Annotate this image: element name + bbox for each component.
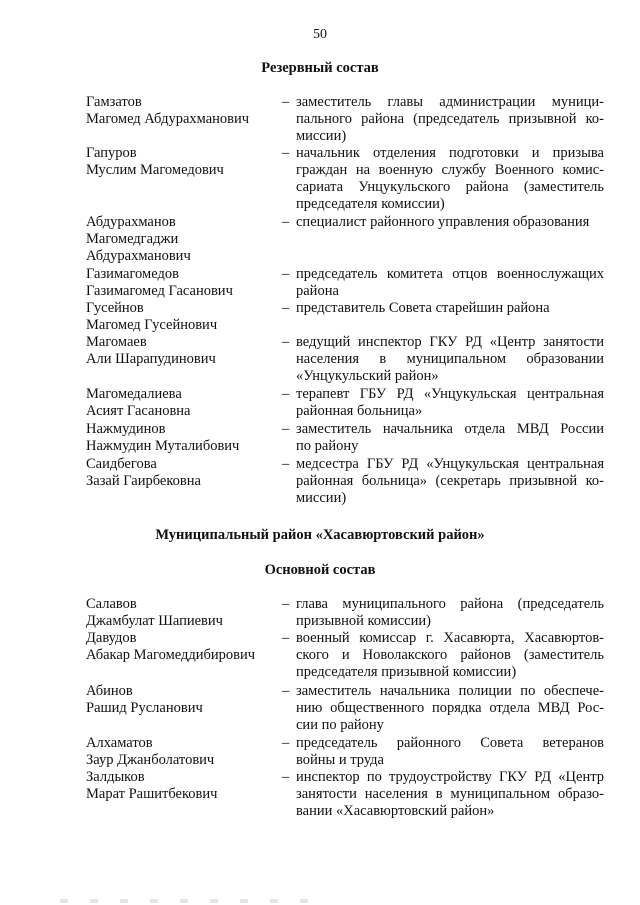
member-role: председатель комитета отцов военнослужащих района — [296, 266, 604, 299]
member-name: Абинов Рашид Русланович — [86, 683, 203, 716]
dash: – — [282, 266, 290, 282]
dash: – — [282, 334, 290, 350]
dash: – — [282, 596, 290, 612]
member-role: военный комиссар г. Хасавюрта, Хасавюртов- ского и Новолакского районов (заместитель председателя призывной комиссии) — [296, 630, 604, 680]
member-name: Саидбегова Зазай Гаирбековна — [86, 456, 201, 489]
dash: – — [282, 145, 290, 161]
member-role: представитель Совета старейшин района — [296, 300, 550, 316]
member-role: глава муниципального района (председатель призывной комиссии) — [296, 596, 604, 629]
page-number: 50 — [313, 27, 327, 42]
member-name: Нажмудинов Нажмудин Муталибович — [86, 421, 240, 454]
reserve-heading: Резервный состав — [261, 60, 379, 76]
scan-footer-noise — [60, 899, 320, 903]
member-name: Залдыков Марат Рашитбекович — [86, 769, 218, 802]
dash: – — [282, 630, 290, 646]
member-role: инспектор по трудоустройству ГКУ РД «Центр занятости населения в муниципальном образо- вании «Хасавюртовский район» — [296, 769, 604, 819]
member-role: специалист районного управления образования — [296, 214, 590, 230]
member-name: Абдурахманов Магомедгаджи Абдурахманович — [86, 214, 191, 264]
member-name: Газимагомедов Газимагомед Гасанович — [86, 266, 233, 299]
member-role: ведущий инспектор ГКУ РД «Центр занятости населения в муниципальном образовании «Унцукульский район» — [296, 334, 604, 384]
dash: – — [282, 386, 290, 402]
dash: – — [282, 456, 290, 472]
member-name: Гусейнов Магомед Гусейнович — [86, 300, 218, 333]
dash: – — [282, 214, 290, 230]
member-name: Магомедалиева Асият Гасановна — [86, 386, 191, 419]
dash: – — [282, 421, 290, 437]
main-heading: Основной состав — [264, 562, 376, 578]
member-name: Магомаев Али Шарапудинович — [86, 334, 216, 367]
member-role: заместитель начальника полиции по обеспече- нию общественного порядка отдела МВД Рос- сии по району — [296, 683, 604, 733]
dash: – — [282, 735, 290, 751]
district-heading: Муниципальный район «Хасавюртовский район» — [155, 527, 485, 543]
dash: – — [282, 683, 290, 699]
member-role: терапевт ГБУ РД «Унцукульская центральная районная больница» — [296, 386, 604, 419]
member-role: медсестра ГБУ РД «Унцукульская центральная районная больница» (секретарь призывной ко- миссии) — [296, 456, 604, 506]
member-role: заместитель главы администрации муници- пального района (председатель призывной ко- миссии) — [296, 94, 604, 144]
member-name: Салавов Джамбулат Шапиевич — [86, 596, 223, 629]
dash: – — [282, 769, 290, 785]
member-role: заместитель начальника отдела МВД России по району — [296, 421, 604, 454]
member-role: председатель районного Совета ветеранов войны и труда — [296, 735, 604, 768]
member-role: начальник отделения подготовки и призыва граждан на военную службу Военного комис- сариата Унцукульского района (заместитель председателя комиссии) — [296, 145, 604, 212]
dash: – — [282, 94, 290, 110]
dash: – — [282, 300, 290, 316]
member-name: Алхаматов Заур Джанболатович — [86, 735, 215, 768]
member-name: Давудов Абакар Магомеддибирович — [86, 630, 256, 663]
member-name: Гапуров Муслим Магомедович — [86, 145, 224, 178]
member-name: Гамзатов Магомед Абдурахманович — [86, 94, 250, 127]
